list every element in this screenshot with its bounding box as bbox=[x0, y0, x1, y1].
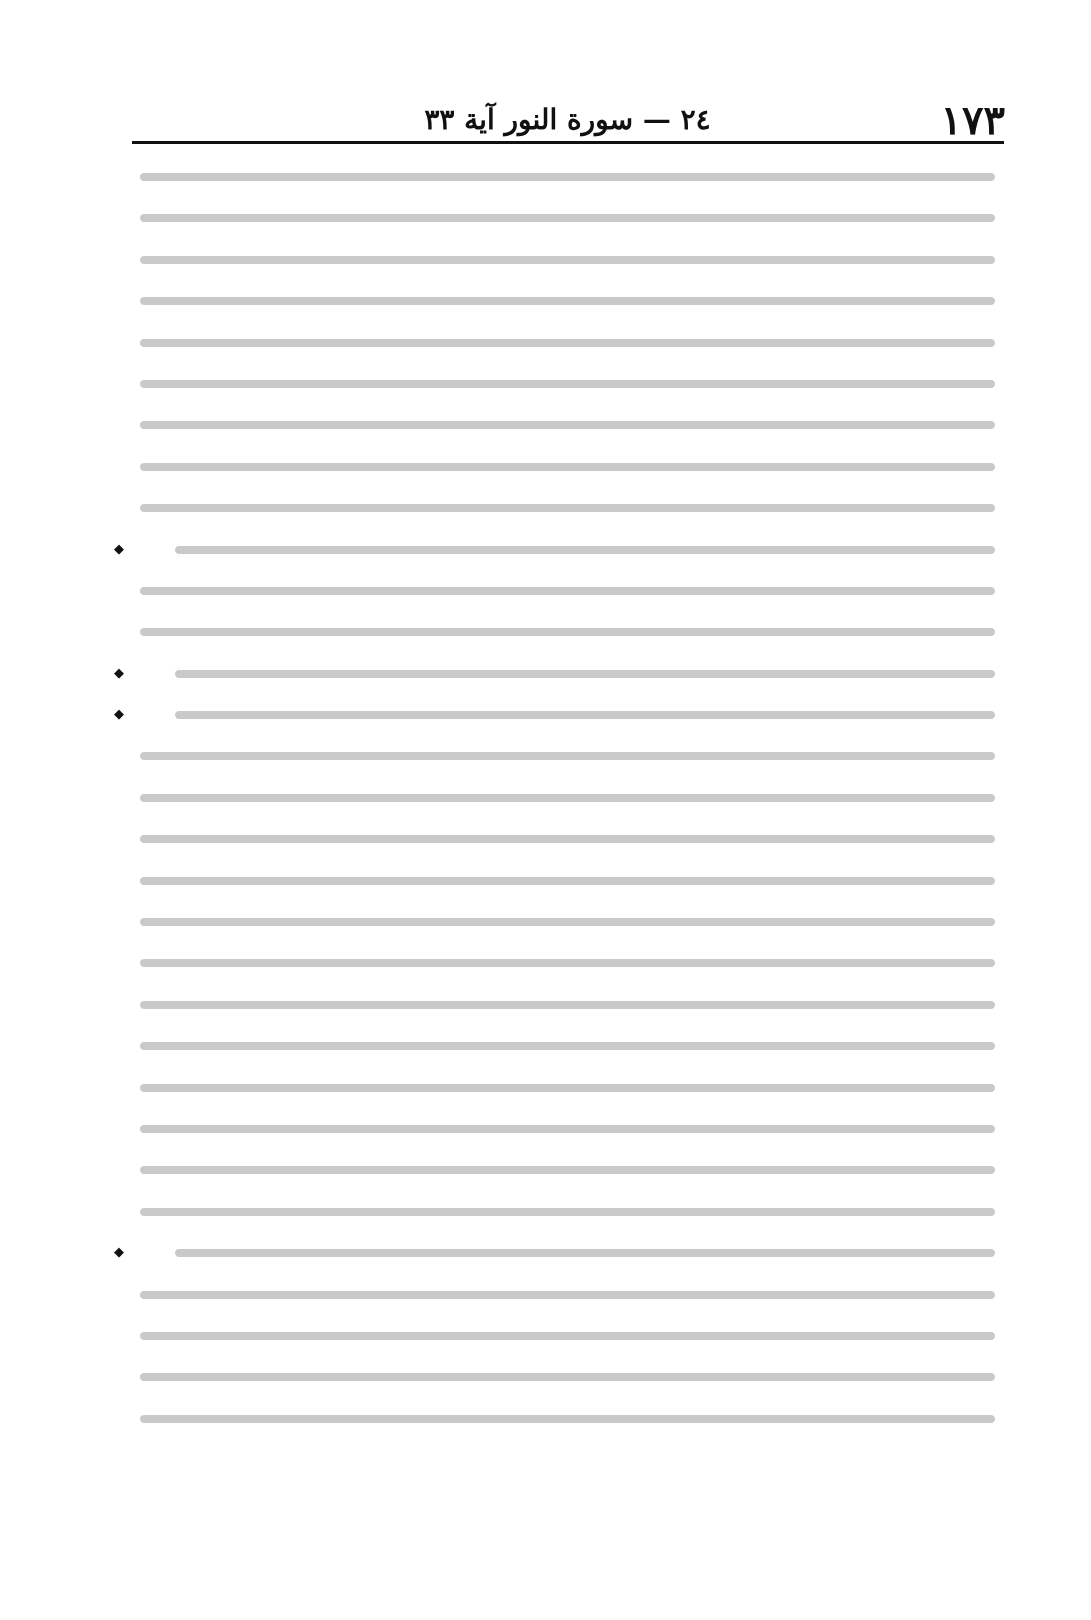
text-line-placeholder bbox=[140, 1125, 995, 1133]
text-line bbox=[130, 819, 1005, 860]
text-line bbox=[130, 240, 1005, 281]
text-line bbox=[114, 530, 1005, 571]
text-line bbox=[130, 736, 1005, 777]
text-line-placeholder bbox=[140, 794, 995, 802]
text-line bbox=[114, 1233, 1005, 1274]
text-line bbox=[130, 1192, 1005, 1233]
text-line bbox=[130, 571, 1005, 612]
text-line-placeholder bbox=[140, 1415, 995, 1423]
text-line-placeholder bbox=[140, 1084, 995, 1092]
text-line-placeholder bbox=[140, 587, 995, 595]
line-end-marker: ◆ bbox=[114, 541, 124, 557]
text-line bbox=[130, 488, 1005, 529]
text-line-placeholder bbox=[140, 380, 995, 388]
text-line bbox=[130, 364, 1005, 405]
text-line-placeholder bbox=[140, 421, 995, 429]
text-line bbox=[130, 902, 1005, 943]
text-line bbox=[130, 1109, 1005, 1150]
text-line bbox=[114, 695, 1005, 736]
text-line-placeholder bbox=[140, 835, 995, 843]
page-number: ١٧٣ bbox=[940, 97, 1005, 144]
text-line bbox=[130, 1275, 1005, 1316]
text-line-placeholder bbox=[140, 1042, 995, 1050]
text-line-placeholder bbox=[140, 256, 995, 264]
text-line-placeholder bbox=[140, 918, 995, 926]
text-line-placeholder bbox=[175, 670, 995, 678]
page-header bbox=[130, 96, 1005, 146]
text-line bbox=[130, 985, 1005, 1026]
text-line-placeholder bbox=[140, 214, 995, 222]
text-line-placeholder bbox=[140, 1332, 995, 1340]
text-line-placeholder bbox=[175, 1249, 995, 1257]
body-text bbox=[114, 157, 1005, 1440]
text-line bbox=[130, 198, 1005, 239]
text-line bbox=[114, 654, 1005, 695]
text-line-placeholder bbox=[140, 959, 995, 967]
text-line bbox=[130, 281, 1005, 322]
text-line bbox=[130, 943, 1005, 984]
text-line-placeholder bbox=[140, 297, 995, 305]
text-line bbox=[130, 612, 1005, 653]
text-line bbox=[130, 1150, 1005, 1191]
running-title: ٢٤ — سورة النور آية ٣٣ bbox=[424, 103, 711, 136]
text-line bbox=[130, 157, 1005, 198]
text-line bbox=[130, 1068, 1005, 1109]
text-line-placeholder bbox=[140, 339, 995, 347]
text-line-placeholder bbox=[140, 752, 995, 760]
header-rule bbox=[132, 141, 1004, 144]
text-line bbox=[130, 405, 1005, 446]
text-line-placeholder bbox=[175, 711, 995, 719]
text-line-placeholder bbox=[140, 504, 995, 512]
text-line-placeholder bbox=[140, 463, 995, 471]
line-end-marker: ◆ bbox=[114, 1245, 124, 1261]
text-line bbox=[130, 1357, 1005, 1398]
text-line-placeholder bbox=[140, 1001, 995, 1009]
text-line-placeholder bbox=[140, 1208, 995, 1216]
text-line bbox=[130, 1026, 1005, 1067]
text-line bbox=[130, 1399, 1005, 1440]
text-line bbox=[130, 323, 1005, 364]
text-line-placeholder bbox=[140, 173, 995, 181]
text-line bbox=[130, 778, 1005, 819]
text-line-placeholder bbox=[140, 1373, 995, 1381]
line-end-marker: ◆ bbox=[114, 665, 124, 681]
text-line-placeholder bbox=[140, 1291, 995, 1299]
text-line-placeholder bbox=[140, 628, 995, 636]
text-line bbox=[130, 1316, 1005, 1357]
line-end-marker: ◆ bbox=[114, 707, 124, 723]
text-line-placeholder bbox=[140, 877, 995, 885]
text-line bbox=[130, 447, 1005, 488]
text-line-placeholder bbox=[175, 546, 995, 554]
text-line bbox=[130, 861, 1005, 902]
text-line-placeholder bbox=[140, 1166, 995, 1174]
